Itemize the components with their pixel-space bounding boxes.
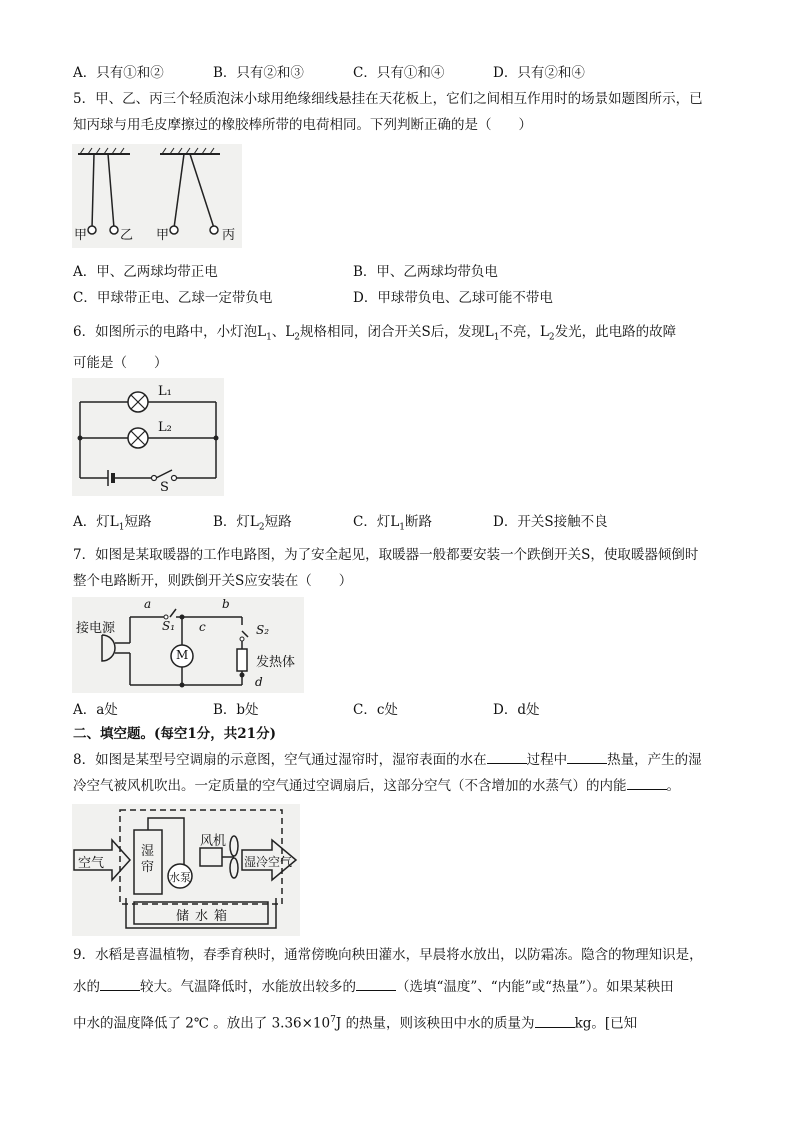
q7-figure-heater-circuit [72, 597, 304, 693]
q5-stem-line1: 5．甲、乙、丙三个轻质泡沫小球用绝缘细线悬挂在天花板上，它们之间相互作用时的场景如题图所示，已 [73, 91, 703, 107]
power-label: 接电源 [76, 621, 116, 636]
label-air-in: 空气 [78, 856, 105, 871]
q9-stem-line2: 水的 较大。气温降低时，水能放出较多的 （选填“温度”、“内能”或“热量”）。如果某秧田 [73, 976, 674, 997]
q7-option-a: A．a处 [73, 702, 118, 718]
q8-stem-line1: 8．如图是某型号空调扇的示意图，空气通过湿帘时，湿帘表面的水在 过程中 热量，产生的湿 [73, 749, 702, 770]
switch-label-s2: S₂ [256, 623, 270, 637]
q4-option-c: C．只有①和④ [353, 65, 445, 81]
ball-label-jia: 甲 [74, 228, 88, 243]
q9-stem-line1: 9．水稻是喜温植物，春季育秧时，通常傍晚向秧田灌水，早晨将水放出，以防霜冻。隐含的物理知识是， [73, 947, 703, 963]
q7-option-b: B．b处 [213, 702, 259, 718]
q5-option-b: B．甲、乙两球均带负电 [353, 264, 498, 280]
q5-stem-line2: 知丙球与用毛皮摩擦过的橡胶棒所带的电荷相同。下列判断正确的是（ ） [73, 117, 532, 133]
point-label-b: b [222, 597, 230, 611]
q7-stem-line1: 7．如图是某取暖器的工作电路图，为了安全起见，取暖器一般都要安装一个跌倒开关S，使取暖器倾倒时 [73, 547, 699, 563]
q6-option-d: D．开关S接触不良 [493, 514, 608, 530]
section-heading-fill-in: 二、填空题。(每空1分，共21分) [73, 726, 276, 742]
q6-stem-line1: 6．如图所示的电路中，小灯泡$L_1$、$L_2$规格相同，闭合开关S后，发现$L_1$不亮，$L_2$发光，此电路的故障 [73, 324, 677, 343]
label-cool-air-out: 湿冷空气 [244, 855, 293, 869]
q8-stem-line2: 冷空气被风机吹出。一定质量的空气通过空调扇后，这部分空气（不含增加的水蒸气）的内能 。 [73, 775, 680, 796]
q6-option-a: A．灯$L_1$短路 [73, 514, 152, 533]
label-water-tank: 储水箱 [176, 909, 234, 924]
q7-option-c: C．c处 [353, 702, 398, 718]
ball-label-yi: 乙 [120, 228, 134, 243]
q6-option-c: C．灯$L_1$断路 [353, 514, 433, 533]
switch-label-s1: S₁ [162, 619, 176, 633]
ball-label-bing: 丙 [222, 228, 236, 243]
heater-label: 发热体 [256, 655, 296, 670]
q9-stem-line3: 中水的温度降低了 2℃ 。放出了 $3.36\times 10^7J$ 的热量，则该秧田中水的质量为 kg。[已知 [73, 1010, 637, 1034]
label-pump: 水泵 [169, 871, 191, 884]
q6-figure-circuit [72, 378, 224, 496]
ball-label-jia-2: 甲 [156, 228, 170, 243]
q4-option-a: A．只有①和② [73, 65, 164, 81]
q5-option-c: C．甲球带正电、乙球一定带负电 [73, 290, 273, 306]
label-wet-curtain: 湿帘 [141, 844, 155, 875]
q5-figure-hanging-balls [72, 144, 242, 248]
label-fan: 风机 [200, 834, 227, 849]
q8-figure-air-cooler [72, 804, 300, 936]
q7-option-d: D．d处 [493, 702, 540, 718]
point-label-d: d [255, 675, 263, 689]
switch-label-s: S [160, 480, 169, 495]
q5-option-d: D．甲球带负电、乙球可能不带电 [353, 290, 553, 306]
q4-option-d: D．只有②和④ [493, 65, 585, 81]
q6-option-b: B．灯$L_2$短路 [213, 514, 292, 533]
point-label-a: a [144, 597, 152, 611]
q4-option-b: B．只有②和③ [213, 65, 304, 81]
q7-stem-line2: 整个电路断开，则跌倒开关S应安装在（ ） [73, 573, 353, 589]
q6-stem-line2: 可能是（ ） [73, 355, 168, 371]
point-label-c: c [199, 620, 206, 634]
q5-option-a: A．甲、乙两球均带正电 [73, 264, 218, 280]
motor-label: M [176, 648, 189, 662]
lamp-label-l1: L₁ [158, 384, 172, 399]
lamp-label-l2: L₂ [158, 420, 172, 435]
